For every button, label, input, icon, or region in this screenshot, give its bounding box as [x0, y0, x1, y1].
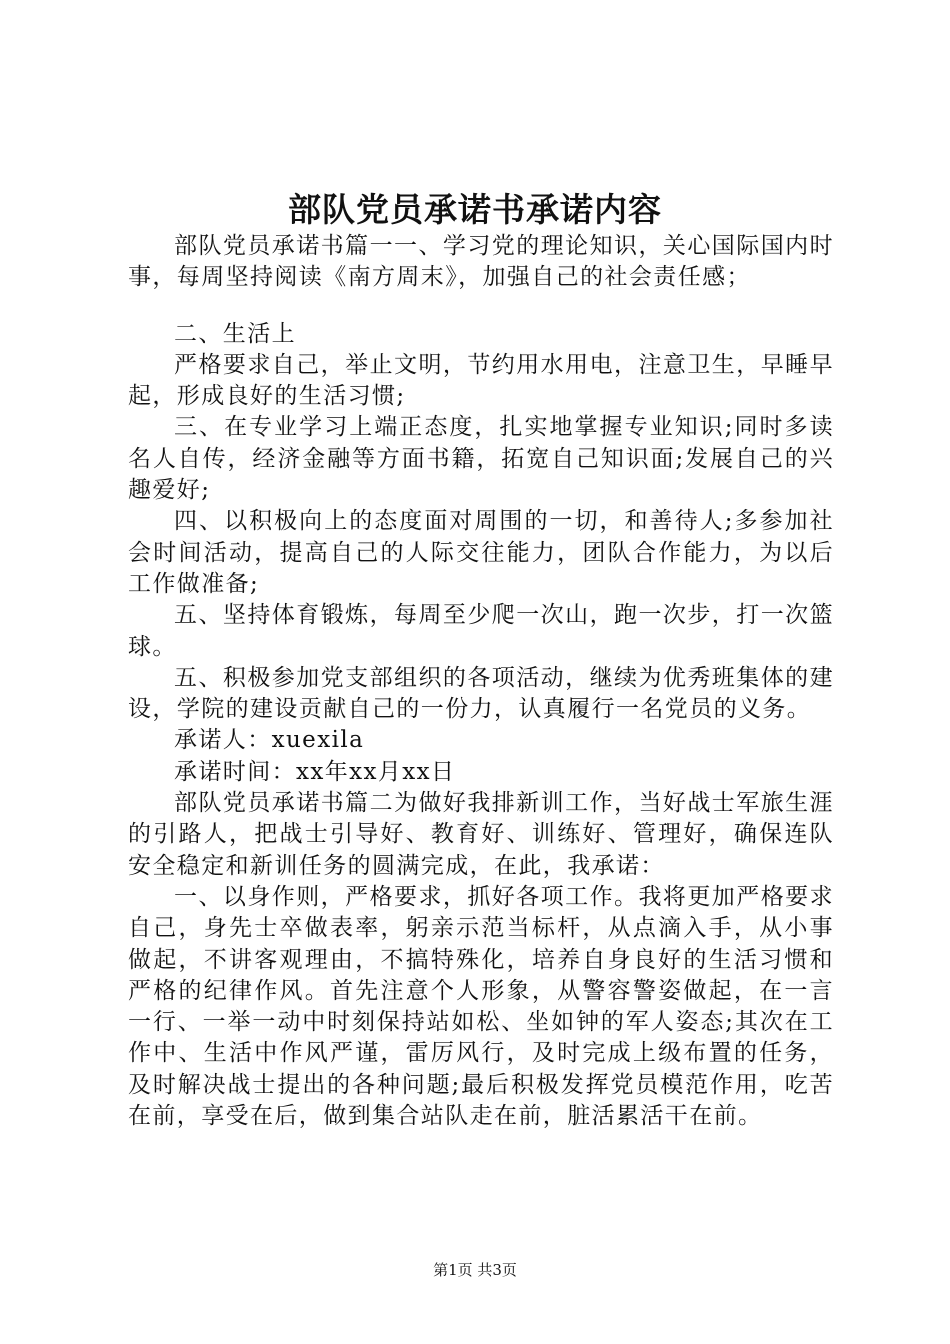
- page-number-footer: 第1页 共3页: [433, 1261, 517, 1279]
- paragraph: 五、积极参加党支部组织的各项活动，继续为优秀班集体的建设，学院的建设贡献自己的一份力，认真履行一名党员的义务。: [128, 664, 834, 723]
- commitment-date-line: 承诺时间：xx年xx月xx日: [174, 758, 456, 785]
- paragraph: 五、坚持体育锻炼，每周至少爬一次山，跑一次步，打一次篮球。: [128, 602, 834, 660]
- paragraph: 二、生活上: [174, 320, 296, 347]
- paragraph: 部队党员承诺书篇一一、学习党的理论知识，关心国际国内时事，每周坚持阅读《南方周末》，加强自己的社会责任感；: [128, 233, 834, 291]
- paragraph: 一、以身作则，严格要求，抓好各项工作。我将更加严格要求自己，身先士卒做表率，躬亲示范当标杆，从点滴入手，从小事做起，不讲客观理由，不搞特殊化，培养自身良好的生活习惯和严格的纪律作风。首先注意个人形象，从警容警姿做起，在一言一行、一举一动中时刻保持站如松、坐如钟的军人姿态;其次在工作中、生活中作风严谨，雷厉风行，及时完成上级布置的任务，及时解决战士提出的各种问题;最后积极发挥党员模范作用，吃苦在前，享受在后，做到集合站队走在前，脏活累活干在前。: [128, 883, 834, 1130]
- signatory-line: 承诺人：xuexila: [174, 727, 365, 754]
- document-body: [128, 231, 834, 1132]
- paragraph: 部队党员承诺书篇二为做好我排新训工作，当好战士军旅生涯的引路人，把战士引导好、教育好、训练好、管理好，确保连队安全稳定和新训任务的圆满完成，在此，我承诺：: [128, 790, 834, 879]
- paragraph: 严格要求自己，举止文明，节约用水用电，注意卫生，早睡早起，形成良好的生活习惯;: [128, 351, 834, 410]
- document-title: 部队党员承诺书承诺内容: [288, 190, 662, 229]
- paragraph: 三、在专业学习上端正态度，扎实地掌握专业知识;同时多读名人自传，经济金融等方面书籍，拓宽自己知识面;发展自己的兴趣爱好;: [128, 414, 834, 504]
- paragraph: 四、以积极向上的态度面对周围的一切，和善待人;多参加社会时间活动，提高自己的人际交往能力，团队合作能力，为以后工作做准备;: [128, 508, 834, 597]
